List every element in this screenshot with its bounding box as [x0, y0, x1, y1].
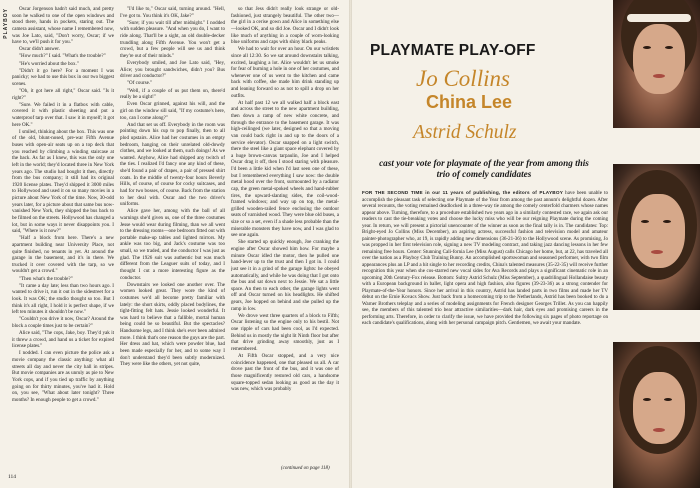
candidate-name-3: Astrid Schulz	[413, 122, 517, 143]
body-lead: FOR THE SECOND TIME in our 11 years of publishing, the editors of PLAYBOY	[362, 190, 564, 195]
article-paragraph: "Of course."	[127, 80, 153, 87]
portrait-photo-1	[613, 0, 700, 128]
article-paragraph: She started up quickly enough, Joe cranking the engine after Oscar showed him how. For maybe a minute Oscar idled the motor, then he pulled one hand-lever up to the trust and then I got in. I could just see it in a grind of the garage lights: he obeyed automatically, and while he was doing that I got onto the bus and sat down next to Jessie. We sat a little space. An then to each other, the garage lights went off and Oscar turned on his headlights. He shifted gears, Joe hopped on behind and she pulled up the ramp in low.	[231, 239, 339, 312]
body-text: have been unable to accomplish the pleasant task of selecting one Playmate of the Year from among the past annum's delightful dozen. After several recounts, the voting remained deadlocked in a three-way tie among the comely centerfold charmers whose names appear above. Turning, therefore, to a procedure established two years ago in a similarly contested race, we again ask our readers to cast the tie-breaking votes and choose the lucky miss who will be our reigning Playmate during the coming year. In return, we will present a pictorial unencounter of the winner as soon as the final tally is in. The candidates: Top: Bright-eyed Jo Collins (Miss December), an aspiring actress, successful fashion and television model and amateur painter-photographer who, at 19, is rapidly adding new dimensions (36-21-36) to the Hollywood scene. As promising, Jo was propped in her first television role, signing a new TV modeling contract, and taking jazz dancing lessons in her few remaining free hours. Center: Stunning Cali-fornia Lee (Miss August) calls Chicago her home, but, at 22, has traveled all over the nation as a Playboy Club Training Bunny. An accomplished sportswoman and seasoned performer, with two film appearances plus an LP and a hit single to her recording credits, China's talented measures (35-22-35) will receive further recognition this year when she cos-starred new vocal sides for Ava Records and plays a significant cinematic role in an upcoming 20th Century-Fox release. Bottom: Sultry Astrid Schulz (Miss September), a quadrilingual Hollandaise beauty with a European background in ballet, light opera and high fashion, also figures (39-23-36) as a strong contender for Playmate-of-the-Year honors. Since her arrival in this country, Astrid has landed parts in two films and made her TV debut on the Ernie Kovacs Show. Just back from a homecoming trip to the Netherlands, Astrid has been booked to do a Warner Brothers teleplay and a series of modeling assignments for French designer Georges Trillet. As you can happily see, the members of this talented trio bear attractive similarities—dark hair, dark eyes and promising careers in the performing arts. Therefore, in order to clarify the issue, we have provided the following six pages of photo reportage on each candidate's qualifications, along with her personal campaign pitch. Gentlemen, we await your mandate.	[362, 190, 608, 327]
magazine-folio: PLAYBOY	[3, 8, 9, 39]
feature-body	[362, 190, 608, 476]
article-paragraph: "Oh, it got here all right," Oscar said. "Is it right?"	[12, 88, 114, 101]
article-paragraph: We had to wait for over an hour. On our wristlets since all 12:30. So we sat around downstairs talking, excited, laughing a lot. Alice wouldn't let us smoke for fear of burning a hole in one of her costumes, and whenever one of us went to the kitchen and came back with coffee, she made him drink standing up and leaning forward so as not to spill a drop on her outfits.	[231, 46, 339, 99]
feature-deck: cast your vote for playmate of the year from among this trio of comely candidates	[379, 158, 589, 179]
article-paragraph: Alice gave her, among with the ball of all warnings she'd given us, one of the three costumes Jesse would wear during filming, than we all went to the dressing rooms—one bedroom fitted out with portable make-up tables and lighted mirrors. My ankle was too big, and Jack's costume was too small, so we traded, and the conductor I was just as glad. The 1926 suit was authentic but was much different from the Leaguer suits of today, and I thought I cut a more interesting figure as the conductor.	[120, 208, 225, 281]
article-paragraph: "Half a block from here. There's a new apartment building near University Place, not quite finished, no tenants in yet. At around the garage in the basement, and it's in there. We trucked it over covered with the tarp, so we wouldn't get a crowd."	[12, 235, 114, 275]
article-paragraph: I smiled, thinking about the box. This was one of the old, blunt-nosed, pre-war Fifth Avenue buses with open-air seats up on a top deck that you reached by climbing a winding staircase at the back. As far as I knew, this was the only one left in the world; they'd located three in New York years ago. The studio had bought it then, directly from the bus company; it still had its original 1920 license plates. They'd shipped it 3000 miles to Hollywood and used it on so many movies in a picture about New York of the time. Now, 30-odd years later, for a picture about that same bus now-vanished New York, they shipped the bus back to be filmed on the streets. Hollywood has changed a lot, but in some ways it never disappoints you. I said, "Where is it now?"	[12, 128, 114, 235]
article-paragraph: "How much?" I said. "What's the trouble?"	[19, 53, 106, 60]
article-paragraph: Oscar Jorgenson hadn't said much, and pretty soon he walked to one of the open windows and stood there, hands in pockets, staring out. The camera assistant, whose name I remembered now, was Joe Lato, said, "Don't worry, Oscar; if we have to, we'll push it for you."	[12, 6, 114, 46]
article-paragraph: At half past 12 we all walked half a block east and across the street to the new apartment building, then down a ramp of new white concrete, and through the entrance to the basement garage. It was high-ceilinged (we later, designed so that a moving van could back right in and up to the doors of a service elevator). Oscar snapped on a light switch, there the steel like a giant space elephant covered by a huge brown-canvas tarpaulin, Joe and I helped Oscar drag it off, then I stood staring with pleasure. I'd been a little kid when I'd last seen one of these, but I remembered everything I saw now: the double metal hood over the front, surmounted by a radiator cap, the green metal-spoked wheels and hand-rubber tires, the upward-slanting sides, the coil-wood-framed windows; and way up on top, the metal-grilled wooden-railed fence enclosing the outdoor seats of varnished wood. They were blue old buses, a size or so a set, even if a shade less probable than the miserable monsters they have now, and I was glad to see one again.	[231, 99, 339, 239]
article-paragraph: And that set us off. Everybody in the room was pointing down his cup to pop finally, then to all plod upstairs. Alice had her costumes in an empty bedroom, hanging on their unrelated old-dowdy clothes, and we looked at them, such doings! As we wanted. Anyhow, Alice had shipped any twitch of the ties. I realized I'd fancy one any kind of these, she'd found a pair of drapes, a pair of pressed shirt coats. In the middle of twenty-four hours Beverly Hills, of course, of course for cocky suitcases, and had for two bosses, of course. Back from the station to her deal with. Oscar and the two driver's uniforms.	[120, 121, 225, 208]
article-paragraph: Everybody smiled, and Joe Lato said, "Hey, Alice; you brought sandwiches, didn't you? Bus driver and conductor?"	[120, 60, 225, 80]
page-number: 114	[8, 474, 17, 480]
article-paragraph: "It came a day late; less than two hours ago. I wanted to drive it, run it out in the sidestreet for a look. It was OK; the studio thought so too. But I think it's all right, I hold it is perfect shape, if we left ten minutes it shouldn't be now."	[12, 282, 114, 316]
portrait-photo-3	[613, 342, 700, 488]
continued-note: (continued on page 118)	[281, 466, 330, 471]
article-paragraph: Even Oscar grinned, against his will, and the girl on the window sill said, "If my costume's here, too, can I come along?"	[120, 101, 225, 121]
article-paragraph: so that Jess didn't really look strange or old-fashioned, just strangely beautiful. The other two—the girl in a cerise gown and Alice in something else—looked OK, and so did Joe. Oscar and I didn't look like much of anything in a couple of worn-looking blue uniforms and caps with shiny black peaks.	[231, 6, 339, 46]
article-paragraph: "Then what's the trouble?"	[19, 275, 73, 282]
article-paragraph: We drove west three quarters of a block to Fifth; Oscar listening so the engine only to his bestil. Not one ripple of cars had been cool, as I'd expected. Behind us in mostly the night lit Ninth floor but after that drive grinding away smoothly, just as I remembered.	[231, 312, 339, 352]
article-paragraph: I nodded. I can even picture the police ask a movie company the classic anything: what all streets all day and never the city hall in stripes. But movie companies are as unruly as pie to New York cops, and if you tied up traffic by anything going on for thirty minutes, you've had it. Hold on, you see, "What about later tonight? Three months? In enough people to get a crowd."	[12, 350, 114, 403]
article-paragraph: "He's worried about the box."	[19, 60, 79, 67]
candidate-name-2: China Lee	[426, 92, 513, 112]
feature-title: PLAYMATE PLAY-OFF	[370, 42, 536, 59]
article-paragraph: "Well, if a couple of us put them on, there'd really be a sight!"	[120, 87, 225, 101]
article-paragraph: Downstairs we looked one another over. The women looked great. They wore the kind of costumes we'd all become pretty familiar with lately: the short skirts, oddly placed bodylines, the tight-fitting felt hats. Jessie looked wonderful. It was hard to believe that a fallible, mortal human being could be so beautiful. But the spectacles? Handsome legs, and I think she's ever been admired more. I think that's one reason the guys are the part. Her dress and hat, which were powder blue, had been made especially for her, and to some way I don't understand they'd been subtly modernized. They were like the others, yet not quite,	[120, 281, 225, 368]
article-paragraph: Oscar didn't answer.	[19, 46, 60, 53]
article-column-2	[120, 6, 225, 476]
article-paragraph: "Didn't it go here? For a moment I was panicky; we had to use this box in our two biggest scenes.	[12, 67, 114, 87]
article-paragraph: "I'd like to," Oscar said, turning around. "Hell, I've got to. You think it's OK, Jake?"	[120, 6, 225, 19]
article-paragraph: "Sure; if you wait till after midnight." I nodded with sudden pleasure. "And when you do, I want to ride along. That'll be a sight, an old double-decker trundling along Fifth Avenue. You won't get a crowd, but a few people will see us and think they're out of their minds."	[120, 19, 225, 59]
article-paragraph: At Fifth Oscar stopped, and a very nice coincidence happened, one that pleased us all. A car drove past the front of the bus, and it was one of those magnificently restored old cars, a handsome square-topped sedan looking as good as the day it was new, which was probably	[231, 353, 339, 393]
article-column-3	[231, 6, 339, 468]
candidate-name-1: Jo Collins	[416, 66, 510, 91]
page-gutter	[349, 0, 352, 488]
article-column-1	[12, 6, 114, 476]
portrait-photo-2	[613, 164, 700, 310]
article-paragraph: "Sure. We failed it in a flatbox with cable, covered it with plastic sheeting and put a waterproof tarp over that. I saw it in myself; it got here OK."	[12, 101, 114, 128]
article-paragraph: "Couldn't you drive it now, Oscar? Around the block a couple times just to be certain?"	[12, 316, 114, 329]
article-paragraph: Alice said, "The cops, Jake, boy. They'd yak it it threw a crowd, and hand us a ticket for expired license plates."	[12, 330, 114, 350]
